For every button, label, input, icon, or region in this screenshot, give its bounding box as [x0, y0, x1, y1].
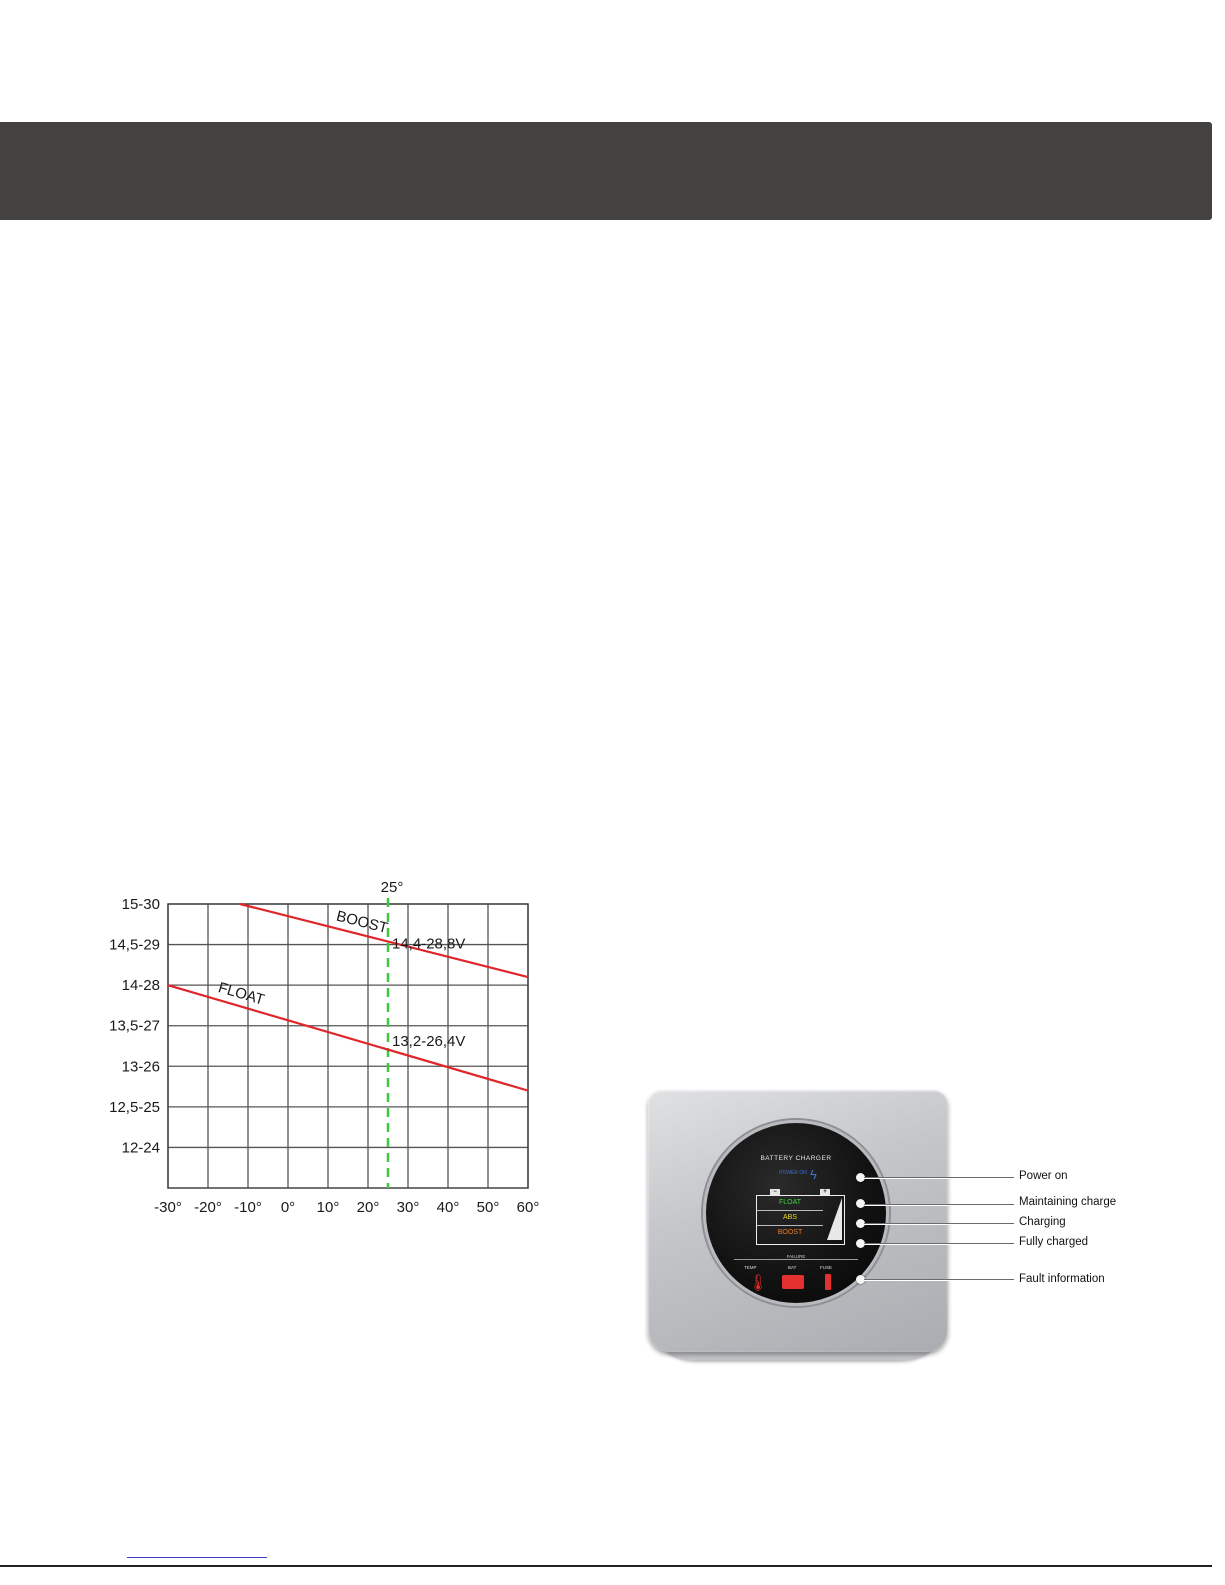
battery-fault-icon: [782, 1275, 804, 1289]
charger-control-panel: [648, 1090, 948, 1365]
callout-line: [864, 1177, 1014, 1178]
y-tick-label: 14-28: [121, 977, 160, 995]
failure-divider: [734, 1259, 858, 1260]
y-tick-label: 12-24: [121, 1139, 160, 1157]
series-label-float: FLOAT: [216, 979, 267, 1009]
callout-line: [864, 1223, 1014, 1224]
boost-indicator: BOOST: [777, 1229, 803, 1236]
series-label-boost: BOOST: [334, 907, 390, 938]
reference-line-label: 25°: [380, 879, 404, 896]
x-tick-label: 0°: [280, 1199, 296, 1216]
y-tick-label: 15-30: [121, 896, 160, 913]
y-tick-label: 12,5-25: [109, 1098, 160, 1116]
x-tick-label: 60°: [516, 1199, 540, 1216]
temp-label: TEMP: [744, 1265, 757, 1270]
callout-line: [864, 1279, 1014, 1280]
thermometer-icon: 🌡: [748, 1275, 769, 1292]
callout-fully-charged: Fully charged: [1019, 1236, 1089, 1248]
float-indicator: FLOAT: [757, 1196, 823, 1211]
voltage-annotation: 14,4-28,8V: [392, 935, 466, 953]
x-tick-label: -10°: [234, 1199, 262, 1216]
series-line-boost: [240, 904, 528, 977]
x-tick-label: -20°: [194, 1199, 222, 1216]
callout-line: [864, 1204, 1014, 1205]
y-tick-label: 13-26: [121, 1058, 160, 1076]
plot-border: [168, 904, 528, 1188]
y-tick-label: 13,5-27: [109, 1017, 160, 1035]
page-edge: [1212, 0, 1225, 1585]
failure-label: FAILURE: [786, 1254, 806, 1259]
temperature-voltage-chart: [100, 870, 560, 1230]
x-tick-label: 30°: [396, 1199, 420, 1216]
panel-title: BATTERY CHARGER: [760, 1155, 832, 1162]
callout-power-on: Power on: [1019, 1170, 1068, 1182]
series-line-float: [168, 985, 528, 1090]
x-tick-label: 20°: [356, 1199, 380, 1216]
bat-label: BAT: [788, 1265, 797, 1270]
abs-indicator: ABS: [757, 1211, 823, 1226]
footer-rule: [0, 1565, 1212, 1567]
callout-fault-information: Fault information: [1019, 1273, 1105, 1285]
fuse-icon: [825, 1274, 831, 1290]
x-tick-label: 40°: [436, 1199, 460, 1216]
lightning-icon: ϟ: [810, 1167, 817, 1182]
header-band: [0, 122, 1212, 220]
x-tick-label: 50°: [476, 1199, 500, 1216]
y-tick-label: 14,5-29: [109, 936, 160, 954]
voltage-annotation: 13,2-26,4V: [392, 1033, 466, 1051]
callout-maintaining-charge: Maintaining charge: [1019, 1196, 1117, 1208]
battery-icon: [756, 1195, 845, 1245]
callout-line: [864, 1243, 1014, 1244]
power-on-label: POWER ON: [779, 1170, 807, 1176]
charge-level-wedge: [827, 1198, 842, 1240]
terminal-minus: −: [770, 1189, 780, 1195]
footer-link-underline[interactable]: [127, 1557, 267, 1558]
callout-charging: Charging: [1019, 1216, 1066, 1228]
x-tick-label: 10°: [316, 1199, 340, 1216]
x-tick-label: -30°: [154, 1199, 182, 1216]
fuse-label: FUSE: [820, 1265, 833, 1270]
terminal-plus: +: [820, 1189, 830, 1195]
